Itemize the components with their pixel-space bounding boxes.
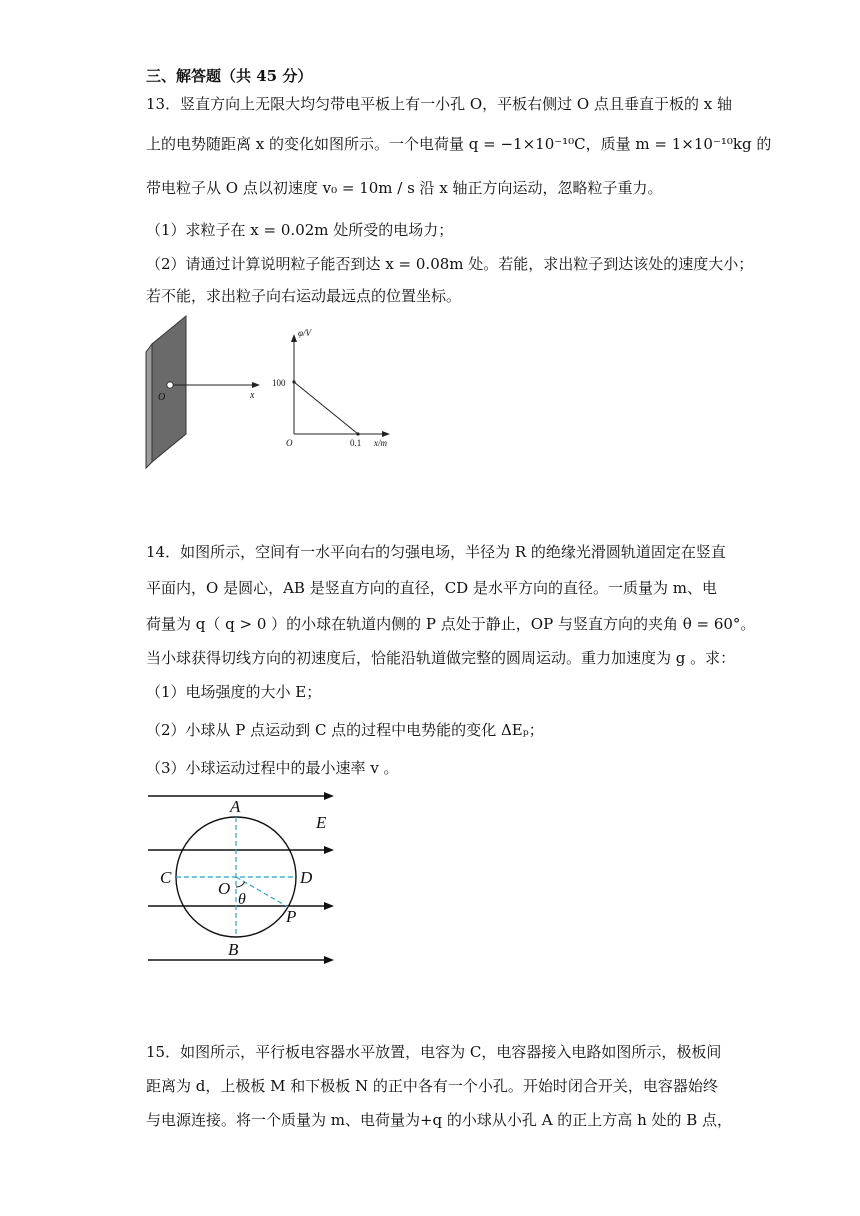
section-heading: 三、解答题（共 45 分） (146, 67, 313, 85)
q13-line: 13．竖直方向上无限大均匀带电平板上有一小孔 O，平板右侧过 O 点且垂直于板的 x 轴 (146, 95, 732, 113)
y-axis-arrow (291, 334, 297, 342)
label-theta: θ (238, 891, 246, 908)
label-P: P (286, 907, 297, 926)
q15-line: 与电源连接。将一个质量为 m、电荷量为+q 的小球从小孔 A 的正上方高 h 处的 B 点， (146, 1111, 733, 1129)
label-B: B (228, 940, 239, 959)
q13-subquestion-2: （2）请通过计算说明粒子能否到达 x = 0.08m 处。若能，求出粒子到达该处的速度大小； (146, 255, 754, 273)
q14-subquestion-3: （3）小球运动过程中的最小速率 v 。 (146, 759, 399, 777)
label-A: A (230, 797, 241, 816)
angle-arc (236, 882, 245, 887)
q14-line: 平面内，O 是圆心，AB 是竖直方向的直径，CD 是水平方向的直径。一质量为 m、电 (146, 579, 717, 597)
q13-potential-graph (270, 322, 400, 452)
plate-side (146, 344, 152, 468)
arrowhead (324, 792, 334, 800)
q13-subquestion-1: （1）求粒子在 x = 0.02m 处所受的电场力； (146, 221, 454, 239)
graph-xlabel: x/m (374, 438, 387, 448)
arrowhead (324, 902, 334, 910)
data-point (356, 432, 359, 435)
plate-hole (167, 382, 173, 388)
graph-origin-label: O (286, 438, 293, 448)
q15-line: 距离为 d，上极板 M 和下极板 N 的正中各有一个小孔。开始时闭合开关，电容器始终 (146, 1077, 718, 1095)
arrowhead (324, 846, 334, 854)
x-axis-arrow (252, 382, 260, 388)
x-axis-arrow (382, 431, 390, 437)
plate-origin-label: O (158, 392, 166, 403)
potential-line (294, 382, 358, 434)
q13-line: 上的电势随距离 x 的变化如图所示。一个电荷量 q = −1×10⁻¹⁰C，质量 m = 1×10⁻¹⁰kg 的 (146, 135, 772, 153)
arrowhead (324, 956, 334, 964)
plate-face (152, 316, 186, 462)
graph-ylabel: φ/V (298, 328, 311, 338)
q14-subquestion-1: （1）电场强度的大小 E； (146, 683, 322, 701)
plate-axis-label: x (250, 390, 255, 401)
data-point (292, 380, 295, 383)
q13-line: 带电粒子从 O 点以初速度 v₀ = 10m / s 沿 x 轴正方向运动，忽略粒子重力。 (146, 179, 663, 197)
q13-line: 若不能，求出粒子向右运动最远点的位置坐标。 (146, 287, 462, 305)
label-E: E (316, 813, 327, 832)
q13-plate-figure (140, 312, 270, 472)
q14-line: 当小球获得切线方向的初速度后，恰能沿轨道做完整的圆周运动。重力加速度为 g 。求： (146, 649, 736, 667)
graph-xtick-label: 0.1 (350, 438, 362, 448)
q14-subquestion-2: （2）小球从 P 点运动到 C 点的过程中电势能的变化 ΔEₚ； (146, 721, 544, 739)
label-D: D (300, 868, 313, 887)
q14-line: 14．如图所示，空间有一水平向右的匀强电场，半径为 R 的绝缘光滑圆轨道固定在竖直 (146, 543, 726, 561)
label-O: O (218, 879, 231, 898)
q14-line: 荷量为 q（ q > 0 ）的小球在轨道内侧的 P 点处于静止，OP 与竖直方向的夹角 θ = 60°。 (146, 615, 756, 633)
label-C: C (160, 868, 172, 887)
graph-ytick-label: 100 (272, 378, 286, 388)
q15-line: 15．如图所示，平行板电容器水平放置，电容为 C，电容器接入电路如图所示，极板间 (146, 1043, 722, 1061)
q14-circle-figure (146, 790, 346, 970)
